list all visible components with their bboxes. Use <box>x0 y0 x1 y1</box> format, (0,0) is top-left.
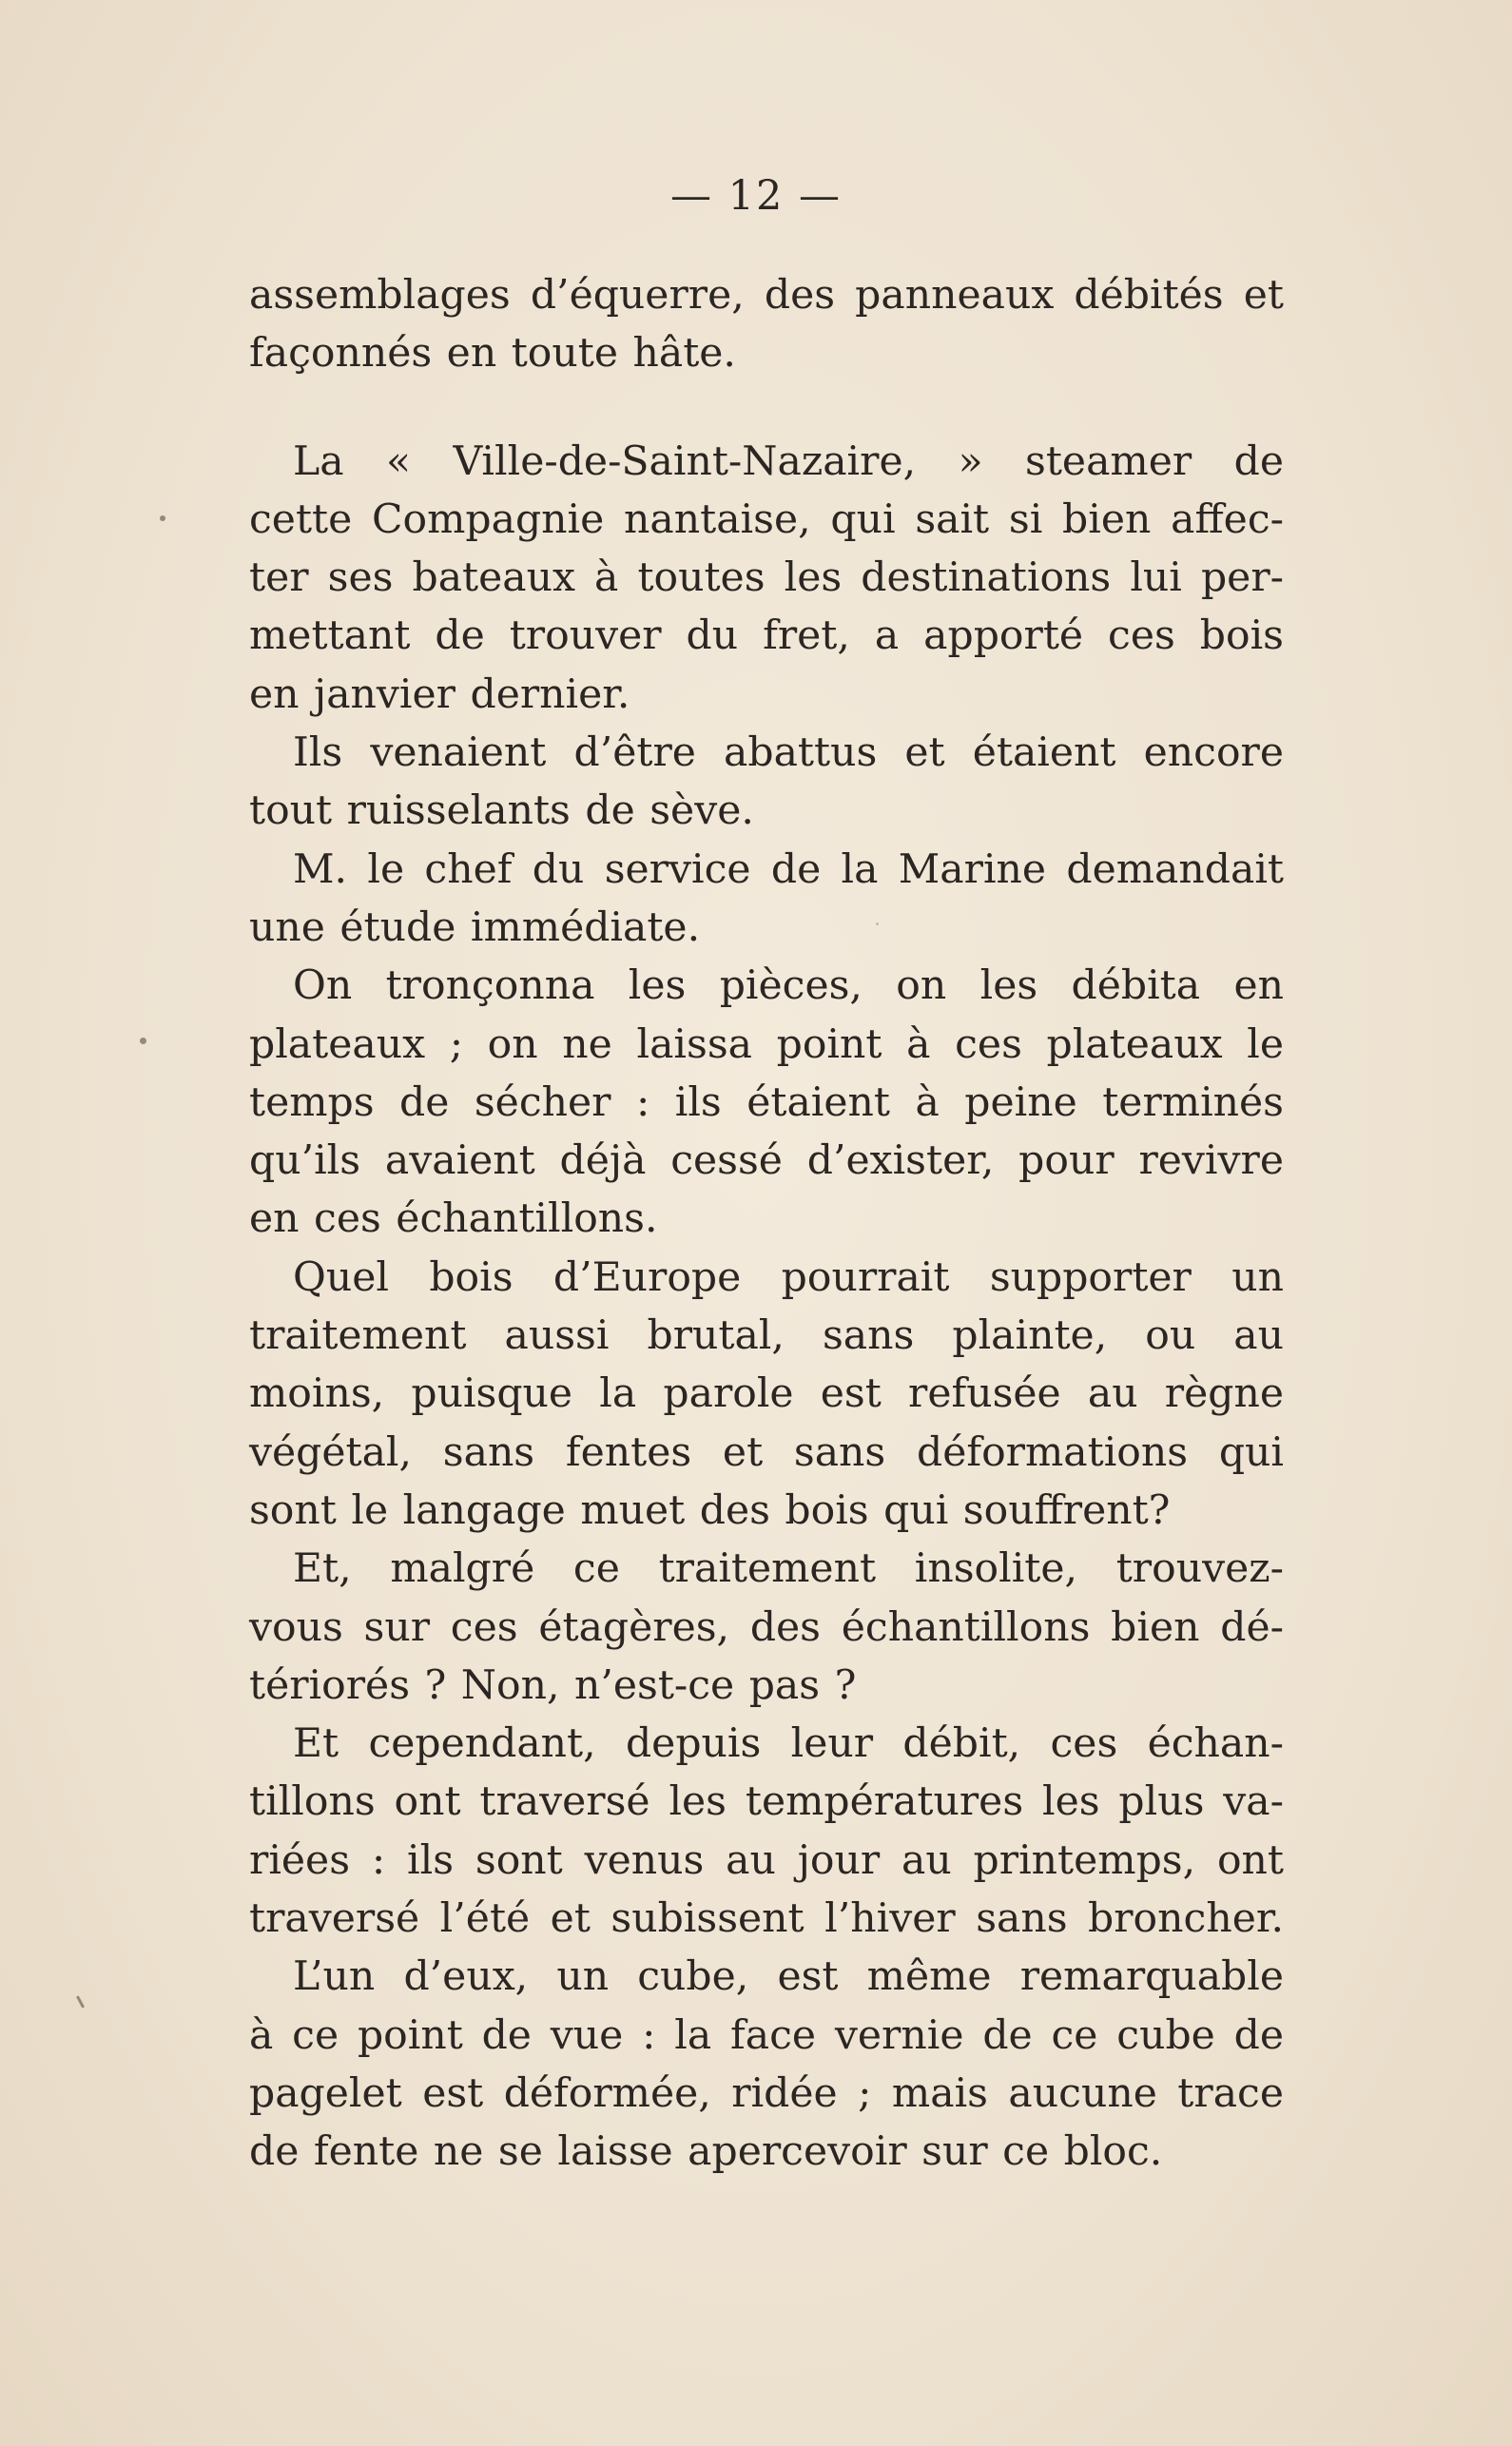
paragraph <box>249 1249 1284 1540</box>
paper-speck <box>140 1038 146 1044</box>
text-line: en janvier dernier. <box>249 670 630 718</box>
text-line: pagelet est déformée, ridée ; mais aucune trace <box>249 2069 1284 2117</box>
text-line: à ce point de vue : la face vernie de ce cube de <box>249 2011 1284 2059</box>
page-number: — 12 — <box>669 172 843 220</box>
paragraph-gap <box>249 383 1284 433</box>
paragraph <box>249 841 1284 958</box>
text-line: tout ruisselants de sève. <box>249 787 754 835</box>
text-line: L’un d’eux, un cube, est même remarquable <box>293 1953 1284 2001</box>
paper-speck <box>876 922 879 925</box>
text-line: de fente ne se laisse apercevoir sur ce bloc. <box>249 2128 1163 2176</box>
text-line: assemblages d’équerre, des panneaux débités et <box>249 272 1284 319</box>
paragraph <box>249 1540 1284 1715</box>
text-line: traversé l’été et subissent l’hiver sans broncher. <box>249 1895 1284 1943</box>
text-line: en ces échantillons. <box>249 1195 658 1243</box>
text-line: temps de sécher : ils étaient à peine terminés <box>249 1078 1284 1126</box>
text-line: une étude immédiate. <box>249 903 701 951</box>
text-line: ter ses bateaux à toutes les destinations lui per- <box>249 554 1284 602</box>
paragraph <box>249 1715 1284 1948</box>
text-line: traitement aussi brutal, sans plainte, ou au <box>249 1312 1284 1360</box>
text-line: végétal, sans fentes et sans déformations qui <box>249 1428 1284 1476</box>
body-text <box>249 266 1284 2182</box>
text-line: moins, puisque la parole est refusée au règne <box>249 1370 1284 1418</box>
text-line: façonnés en toute hâte. <box>249 330 736 378</box>
paragraph <box>249 957 1284 1248</box>
paragraph <box>249 1948 1284 2181</box>
text-line: plateaux ; on ne laissa point à ces plateaux le <box>249 1020 1284 1068</box>
text-line: qu’ils avaient déjà cessé d’exister, pour revivre <box>249 1137 1284 1185</box>
text-line: vous sur ces étagères, des échantillons bien dé- <box>249 1603 1284 1651</box>
text-line: tériorés ? Non, n’est-ce pas ? <box>249 1661 857 1709</box>
text-line: Et, malgré ce traitement insolite, trouvez- <box>293 1545 1284 1593</box>
text-line: sont le langage muet des bois qui souffrent? <box>249 1486 1171 1534</box>
text-line: Et cependant, depuis leur débit, ces échan- <box>293 1720 1284 1768</box>
text-line: On tronçonna les pièces, on les débita en <box>293 962 1284 1010</box>
paper-speck <box>160 515 165 521</box>
text-line: M. le chef du service de la Marine demandait <box>293 845 1284 893</box>
text-line: La « Ville-de-Saint-Nazaire, » steamer de <box>293 437 1284 485</box>
paragraph <box>249 266 1284 383</box>
text-line: riées : ils sont venus au jour au printemps, ont <box>249 1836 1284 1884</box>
text-line: Quel bois d’Europe pourrait supporter un <box>293 1253 1284 1301</box>
paper-speck <box>76 1995 85 2009</box>
text-line: cette Compagnie nantaise, qui sait si bien affec- <box>249 495 1284 543</box>
paragraph <box>249 724 1284 841</box>
paragraph <box>249 433 1284 724</box>
text-line: tillons ont traversé les températures les plus va- <box>249 1778 1284 1826</box>
text-line: mettant de trouver du fret, a apporté ces bois <box>249 612 1284 660</box>
text-line: Ils venaient d’être abattus et étaient encore <box>293 729 1284 777</box>
